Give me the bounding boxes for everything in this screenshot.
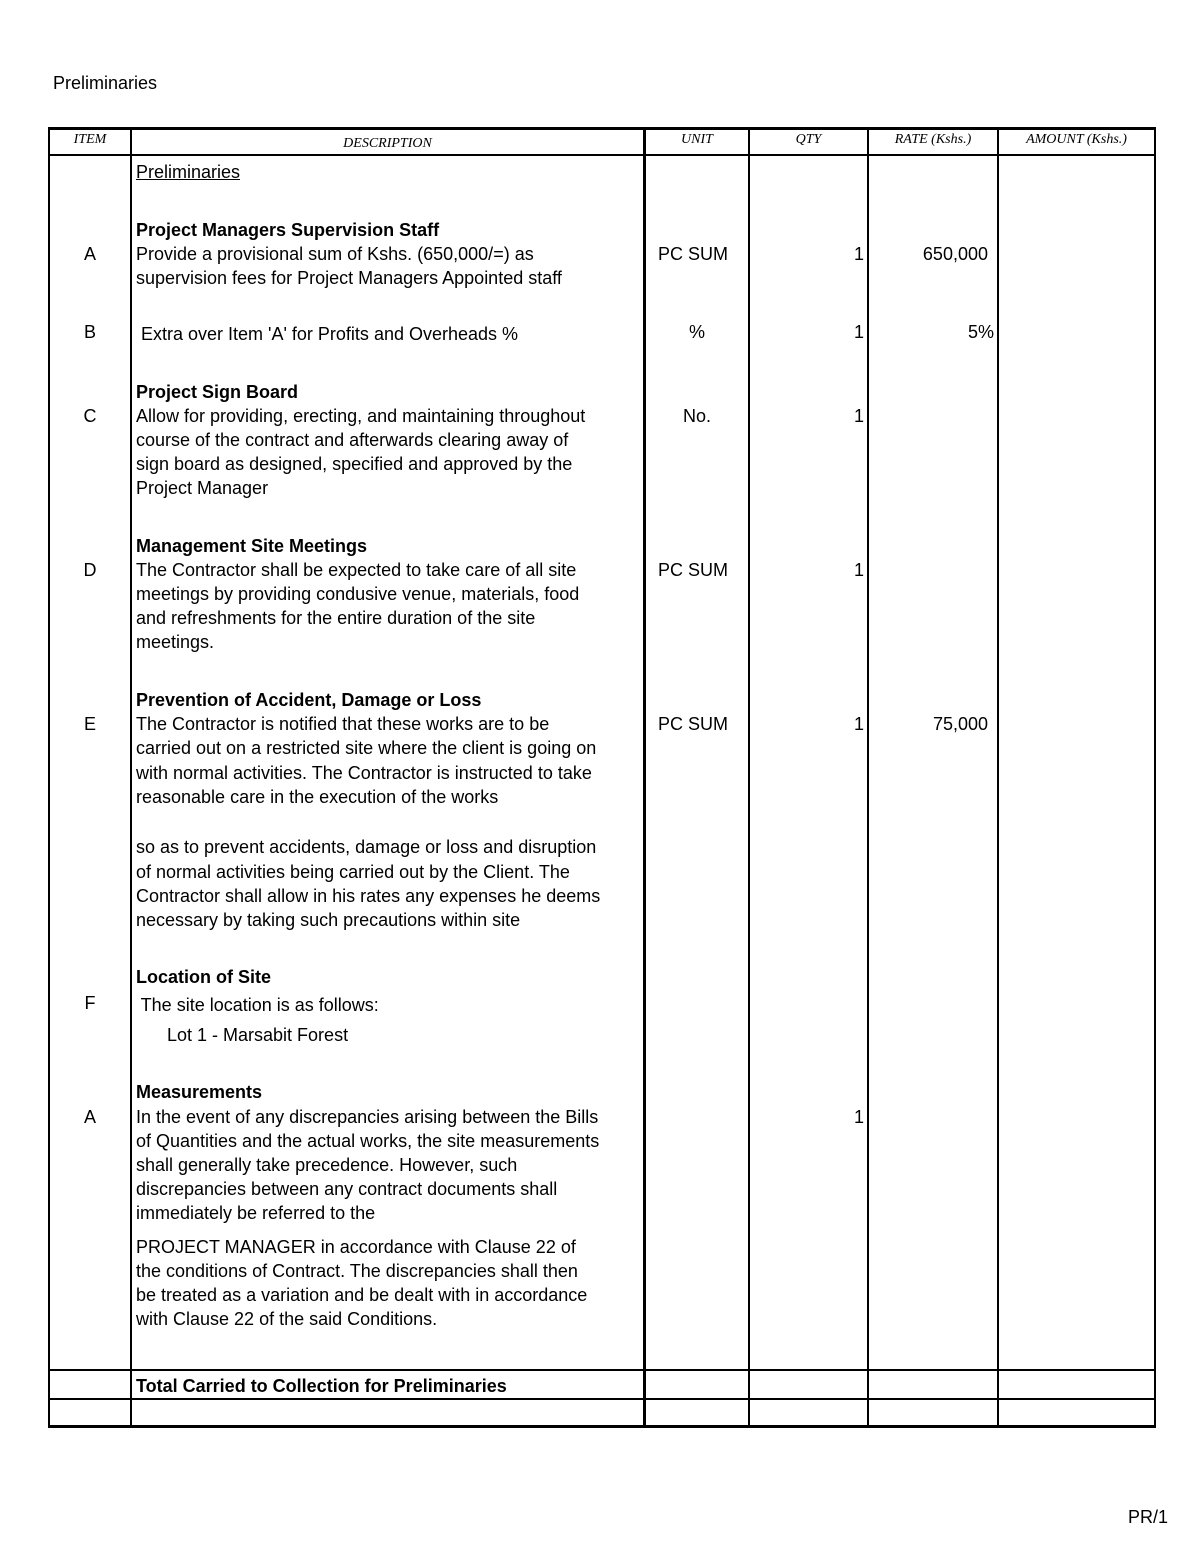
description-line: meetings by providing condusive venue, materials, food [136,584,580,604]
qty-value: 1 [853,244,864,264]
qty-value: 1 [853,560,864,580]
col-divider [997,127,999,1428]
description-line: immediately be referred to the [136,1203,376,1223]
item-heading: Measurements [136,1082,263,1102]
description-line: course of the contract and afterwards clearing away of [136,430,569,450]
description-line: of normal activities being carried out by the Client. The [136,862,570,882]
description-line: PROJECT MANAGER in accordance with Clause 22 of [136,1237,576,1257]
description-line: so as to prevent accidents, damage or loss and disruption [136,837,597,857]
rate-value: 5% [967,322,994,342]
item-heading: Location of Site [136,967,271,987]
item-label: C [83,406,97,426]
col-divider [1154,127,1156,1428]
total-row-top [48,1369,1156,1371]
col-header-item: ITEM [73,132,107,147]
col-header-unit: UNIT [681,132,713,147]
description-line: The Contractor is notified that these works are to be [136,714,550,734]
item-heading: Prevention of Accident, Damage or Loss [136,690,482,710]
unit-value: PC SUM [658,244,729,264]
description-line: be treated as a variation and be dealt with in accordance [136,1285,588,1305]
description-line: Provide a provisional sum of Kshs. (650,000/=) as [136,244,534,264]
description-line: with Clause 22 of the said Conditions. [136,1309,438,1329]
item-label: B [83,322,96,342]
description-line: reasonable care in the execution of the works [136,787,499,807]
col-header-amount: AMOUNT (Kshs.) [1026,132,1127,147]
description-line: Allow for providing, erecting, and maintaining throughout [136,406,586,426]
page-title: Preliminaries [53,73,158,93]
col-header-description: DESCRIPTION [343,136,432,151]
item-label: F [84,993,96,1013]
unit-value: PC SUM [658,560,729,580]
description-line: Extra over Item 'A' for Profits and Overheads % [136,324,519,344]
item-heading: Management Site Meetings [136,536,368,556]
col-header-rate: RATE (Kshs.) [894,132,972,147]
description-line: shall generally take precedence. However, such [136,1155,518,1175]
description-line: and refreshments for the entire duration of the site [136,608,536,628]
table-border-bottom [48,1425,1156,1428]
bill-of-quantities-table [48,127,1156,1428]
col-divider [130,127,132,1428]
description-line: The Contractor shall be expected to take care of all site [136,560,577,580]
item-heading: Project Sign Board [136,382,299,402]
description-line: carried out on a restricted site where the client is going on [136,738,597,758]
page-number: PR/1 [1127,1507,1168,1527]
qty-value: 1 [853,714,864,734]
qty-value: 1 [853,406,864,426]
item-label: D [83,560,97,580]
description-line: of Quantities and the actual works, the site measurements [136,1131,600,1151]
section-title: Preliminaries [136,162,241,182]
rate-value: 75,000 [932,714,988,734]
description-line: In the event of any discrepancies arising between the Bills [136,1107,599,1127]
description-line: meetings. [136,632,215,652]
description-line: discrepancies between any contract documents shall [136,1179,558,1199]
unit-value: No. [682,406,711,426]
unit-value: PC SUM [658,714,729,734]
description-line: sign board as designed, specified and approved by the [136,454,573,474]
item-label: E [83,714,96,734]
description-line: supervision fees for Project Managers Appointed staff [136,268,562,288]
description-line: Lot 1 - Marsabit Forest [167,1025,349,1045]
rate-value: 650,000 [922,244,988,264]
item-label: A [83,244,96,264]
total-label: Total Carried to Collection for Preliminaries [136,1376,507,1396]
description-line: with normal activities. The Contractor is instructed to take [136,763,592,783]
description-line: Contractor shall allow in his rates any expenses he deems [136,886,601,906]
qty-value: 1 [853,322,864,342]
item-label: A [83,1107,96,1127]
item-heading: Project Managers Supervision Staff [136,220,440,240]
description-line: necessary by taking such precautions within site [136,910,521,930]
description-line: the conditions of Contract. The discrepancies shall then [136,1261,578,1281]
description-line: The site location is as follows: [136,995,379,1015]
col-header-qty: QTY [795,132,822,147]
description-line: Project Manager [136,478,269,498]
unit-value: % [688,322,705,342]
qty-value: 1 [853,1107,864,1127]
total-row-bottom [48,1398,1156,1400]
